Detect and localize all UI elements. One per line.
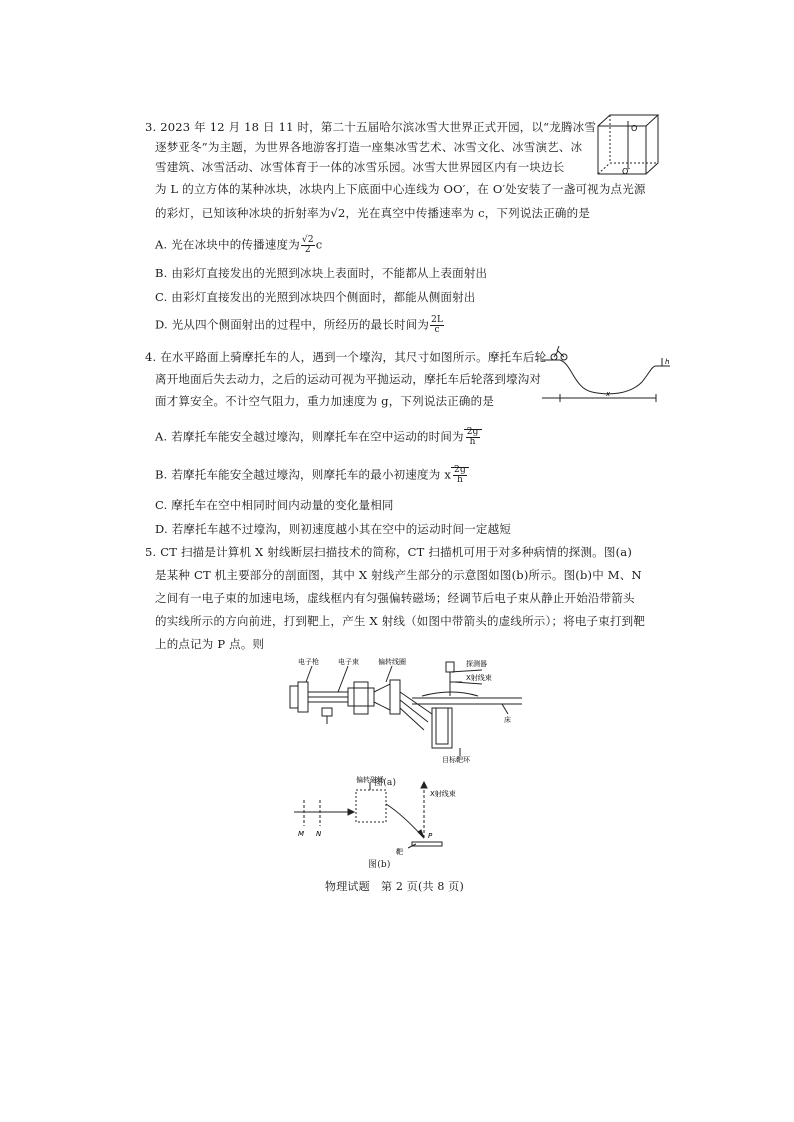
fig-b-caption: 图(b) bbox=[368, 860, 391, 870]
q4-line3: 面才算安全。不计空气阻力，重力加速度为 g，下列说法正确的是 bbox=[155, 394, 495, 408]
q3-line2: 逐梦亚冬”为主题，为世界各地游客打造一座集冰雪艺术、冰雪文化、冰雪演艺、冰 bbox=[155, 140, 583, 154]
ditch-figure bbox=[540, 342, 672, 404]
fig-b-label-n: N bbox=[316, 830, 322, 838]
fig-a-caption: 图(a) bbox=[374, 778, 397, 788]
q4-line2: 离开地面后失去动力，之后的运动可视为平抛运动，摩托车后轮落到壕沟对 bbox=[155, 372, 542, 386]
q4-option-b: B. 若摩托车能安全越过壕沟，则摩托车的最小初速度为 x $\frac{2g}{h}$ bbox=[155, 466, 469, 485]
q5-line5: 上的点记为 P 点。则 bbox=[155, 637, 265, 651]
q3-option-d: D. 光从四个侧面射出的过程中，所经历的最长时间为 $\frac{2L}{c}$ bbox=[155, 315, 444, 335]
q4-option-b-sqrt: $\frac{2g}{h}$ bbox=[451, 467, 469, 482]
q4-option-a: A. 若摩托车能安全越过壕沟，则摩托车在空中运动的时间为 $\frac{2g}{h}$ bbox=[155, 428, 482, 447]
q3-line3: 雪建筑、冰雪活动、冰雪体育于一体的冰雪乐园。冰雪大世界园区内有一块边长 bbox=[155, 160, 565, 174]
q4-line1: 4. 在水平路面上骑摩托车的人，遇到一个壕沟，其尺寸如图所示。摩托车后轮 bbox=[145, 350, 547, 364]
q3-option-a: A. 光在冰块中的传播速度为 $\frac{√2}{2}$ c bbox=[155, 235, 323, 255]
fig-a-label-coil: 偏转线圈 bbox=[378, 658, 406, 666]
ct-machine-figure-a bbox=[282, 652, 532, 764]
fig-a-label-bed: 床 bbox=[504, 716, 511, 724]
q5-line2: 是某种 CT 机主要部分的剖面图，其中 X 射线产生部分的示意图如图(b)所示。图(b)中 M、N bbox=[155, 568, 642, 582]
fig-b-label-p: P bbox=[428, 832, 433, 840]
motorcycle-icon bbox=[551, 346, 567, 360]
q3-option-d-fraction: $\frac{2L}{c}$ bbox=[431, 315, 444, 335]
fig-a-label-target: 目标靶环 bbox=[442, 756, 470, 764]
q5-line1: 5. CT 扫描是计算机 X 射线断层扫描技术的简称，CT 扫描机可用于对多种病情的探测。图(a) bbox=[145, 545, 633, 559]
q4-option-a-sqrt: $\frac{2g}{h}$ bbox=[464, 429, 482, 444]
q3-line1: 3. 2023 年 12 月 18 日 11 时，第二十五届哈尔滨冰雪大世界正式开园，以“龙腾冰雪 bbox=[145, 120, 597, 134]
fig-b-label-m: M bbox=[298, 830, 305, 838]
ditch-label-x: x bbox=[606, 390, 611, 398]
ice-cube-figure bbox=[596, 112, 660, 178]
q3-option-b: B. 由彩灯直接发出的光照到冰块上表面时，不能都从上表面射出 bbox=[155, 266, 488, 280]
fig-a-label-xray: X射线束 bbox=[466, 674, 492, 682]
q4-option-c: C. 摩托车在空中相同时间内动量的变化量相同 bbox=[155, 498, 394, 512]
fig-b-label-xray: X射线束 bbox=[430, 790, 456, 798]
page-footer: 物理试题 第 2 页(共 8 页) bbox=[325, 880, 464, 893]
q3-option-c: C. 由彩灯直接发出的光照到冰块四个侧面时，都能从侧面射出 bbox=[155, 290, 476, 304]
fig-b-label-field: 偏转磁场 bbox=[356, 776, 384, 784]
ditch-label-h: h bbox=[665, 358, 670, 366]
fig-a-label-beam: 电子束 bbox=[338, 658, 359, 666]
fig-b-label-target: 靶 bbox=[396, 848, 403, 856]
fig-a-label-detector: 探测器 bbox=[466, 660, 487, 668]
q4-option-d: D. 若摩托车越不过壕沟，则初速度越小其在空中的运动时间一定越短 bbox=[155, 522, 512, 536]
q5-line3: 之间有一电子束的加速电场，虚线框内有匀强偏转磁场；经调节后电子束从静止开始沿带箭头 bbox=[155, 591, 635, 605]
q3-line5: 的彩灯，已知该种冰块的折射率为√2，光在真空中传播速率为 c，下列说法正确的是 bbox=[155, 206, 591, 220]
q5-line4: 的实线所示的方向前进，打到靶上，产生 X 射线（如图中带箭头的虚线所示）；将电子束打到靶 bbox=[155, 614, 646, 628]
fig-a-label-gun: 电子枪 bbox=[298, 658, 319, 666]
xray-schematic-figure-b bbox=[290, 774, 470, 856]
cube-label-o: O bbox=[631, 124, 638, 133]
cube-label-o-prime: O′ bbox=[622, 167, 631, 176]
q3-line4: 为 L 的立方体的某种冰块，冰块内上下底面中心连线为 OO′，在 O′处安装了一盏可视为点光源 bbox=[155, 182, 646, 196]
q3-option-a-fraction: $\frac{√2}{2}$ bbox=[301, 235, 314, 255]
